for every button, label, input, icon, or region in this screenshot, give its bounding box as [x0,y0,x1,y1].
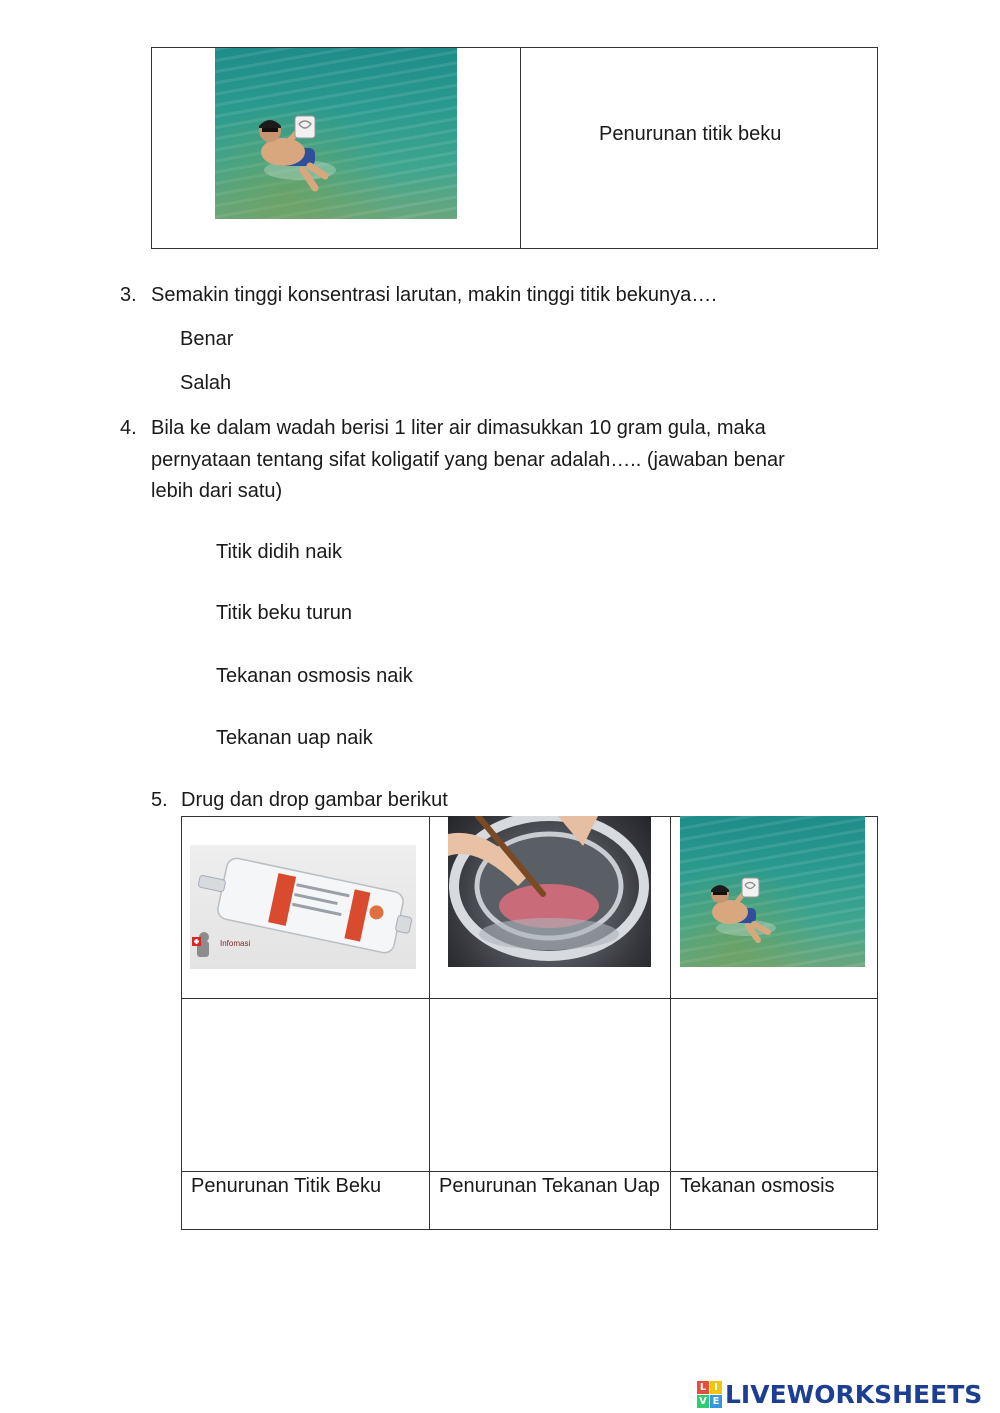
pot-cooking-image[interactable] [448,816,651,967]
floating-in-sea-image-2[interactable] [680,816,865,967]
q4-text-line-1: Bila ke dalam wadah berisi 1 liter air dimasukkan 10 gram gula, maka [151,417,766,439]
q4-option-titik-beku-turun[interactable]: Titik beku turun [216,602,352,624]
drop-zone-3[interactable] [671,999,877,1171]
iv-bag-image[interactable] [190,845,416,969]
q4-text-line-3: lebih dari satu) [151,480,283,502]
q5-label-penurunan-titik-beku: Penurunan Titik Beku [191,1175,382,1197]
top-table-right-label: Penurunan titik beku [599,123,782,145]
logo-letter-l: L [697,1381,709,1394]
q3-text: Semakin tinggi konsentrasi larutan, makin tinggi titik bekunya…. [151,284,717,306]
q3-option-salah[interactable]: Salah [180,372,232,394]
iv-bag-caption: Infomasi [220,939,251,948]
top-table-divider [520,47,521,249]
infusion-bag-icon [190,845,416,969]
q5-text: Drug dan drop gambar berikut [181,789,448,811]
drop-zone-2[interactable] [430,999,670,1171]
q4-text-line-2: pernyataan tentang sifat koligatif yang benar adalah….. (jawaban benar [151,449,785,471]
logo-mark-icon [697,1381,722,1408]
brand-name: LIVEWORKSHEETS [725,1379,983,1409]
pot-icon [448,816,651,967]
q5-number: 5. [151,789,168,811]
q5-label-penurunan-tekanan-uap: Penurunan Tekanan Uap [439,1175,660,1197]
q3-option-benar[interactable]: Benar [180,328,234,350]
q3-number: 3. [120,284,137,306]
floating-in-sea-image [215,48,457,219]
logo-letter-e: E [710,1395,722,1408]
floating-person-icon [215,48,457,219]
q4-option-titik-didih-naik[interactable]: Titik didih naik [216,541,342,563]
q4-option-tekanan-uap-naik[interactable]: Tekanan uap naik [216,727,373,749]
floating-person-icon [680,816,865,967]
q4-option-tekanan-osmosis-naik[interactable]: Tekanan osmosis naik [216,665,413,687]
liveworksheets-logo [697,1378,982,1410]
logo-letter-v: V [697,1395,709,1408]
drop-zone-1[interactable] [182,999,429,1171]
q4-number: 4. [120,417,137,439]
q5-label-tekanan-osmosis: Tekanan osmosis [680,1175,835,1197]
logo-letter-i: I [710,1381,722,1394]
